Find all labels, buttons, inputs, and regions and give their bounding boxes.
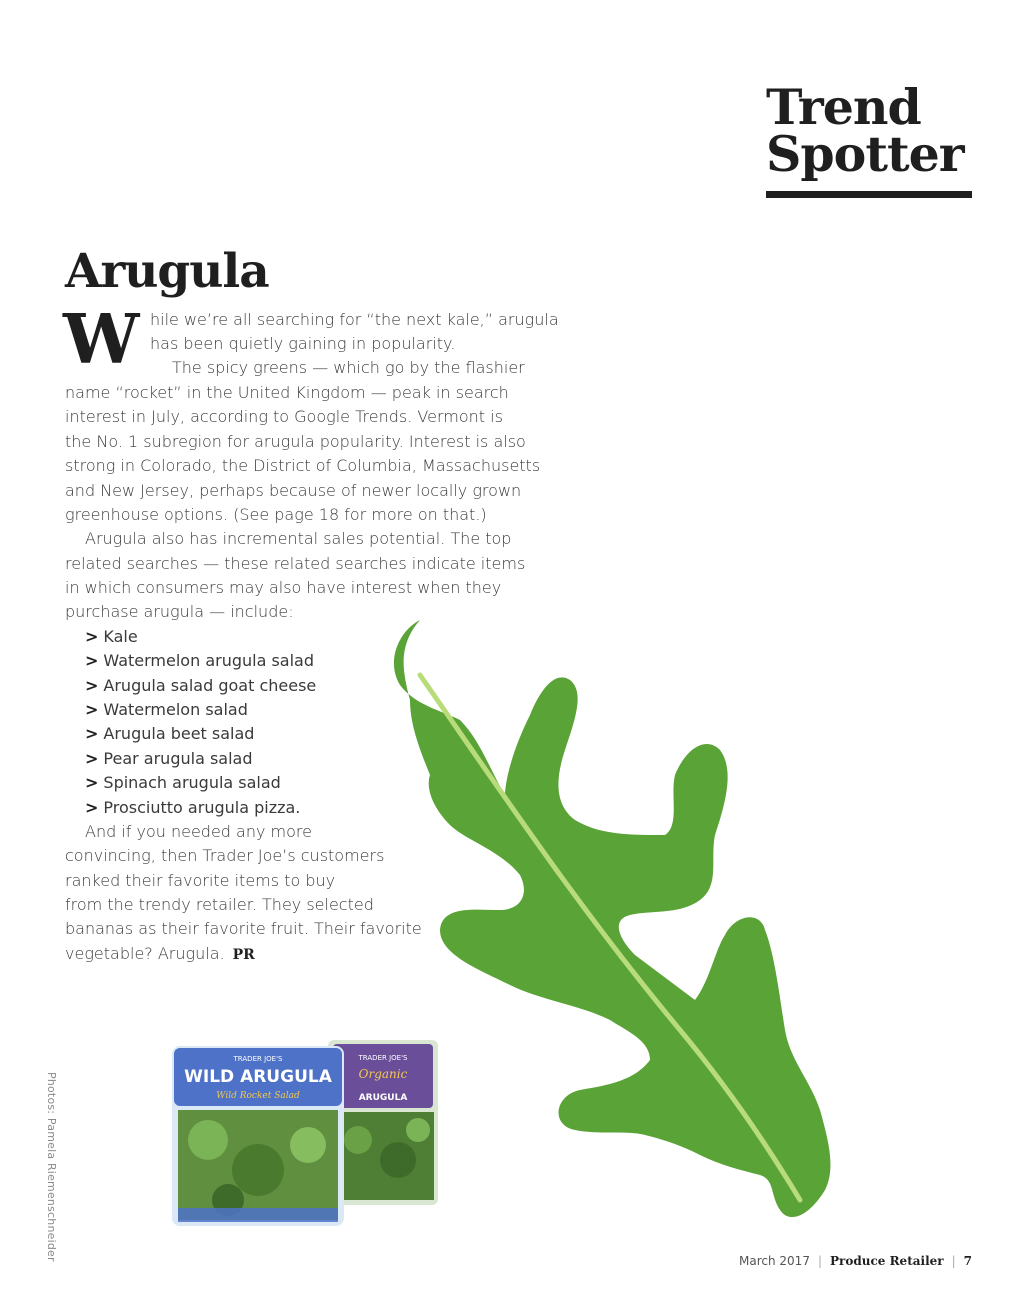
bullet-marker: > xyxy=(85,749,99,768)
greens-texture xyxy=(188,1120,228,1160)
photo-credit: Photos: Pamela Riemenschneider xyxy=(45,1072,58,1262)
list-item xyxy=(85,627,138,647)
section-title xyxy=(766,78,986,183)
final-sentence: vegetable? Arugula. xyxy=(65,944,225,963)
body-line: has been quietly gaining in popularity. xyxy=(150,334,456,353)
list-item-text: Watermelon arugula salad xyxy=(103,651,315,670)
wild-bag-bottom-band xyxy=(178,1208,338,1222)
bag2-name: ARUGULA xyxy=(358,1093,408,1103)
body-line: name “rocket” in the United Kingdom — peak in search xyxy=(65,383,509,402)
greens-texture xyxy=(406,1118,430,1142)
page-number: 7 xyxy=(963,1254,972,1268)
arugula-bags-photo xyxy=(168,1030,448,1230)
bag1-sub: Wild Rocket Salad xyxy=(216,1091,300,1101)
end-mark: PR xyxy=(232,947,255,963)
body-line-final xyxy=(65,944,255,965)
arugula-leaf-photo xyxy=(380,610,850,1250)
list-item-text: Spinach arugula salad xyxy=(103,773,281,792)
list-item-text: Arugula salad goat cheese xyxy=(103,676,317,695)
body-line: ranked their favorite items to buy xyxy=(65,871,336,890)
greens-texture xyxy=(232,1144,284,1196)
body-line: related searches — these related searches indicate items xyxy=(65,554,526,573)
list-item xyxy=(85,798,300,818)
page-footer xyxy=(739,1254,972,1268)
body-line: hile we’re all searching for “the next kale,” arugula xyxy=(150,310,559,329)
bullet-marker: > xyxy=(85,627,99,646)
bag2-sub: Organic xyxy=(358,1067,408,1081)
body-line: and New Jersey, perhaps because of newer locally grown xyxy=(65,481,522,500)
body-line: greenhouse options. (See page 18 for more on that.) xyxy=(65,505,487,524)
bag2-brand: TRADER JOE'S xyxy=(358,1054,408,1062)
footer-separator: | xyxy=(817,1254,822,1268)
section-title-line-2: Spotter xyxy=(766,125,964,183)
bullet-marker: > xyxy=(85,700,99,719)
footer-date: March 2017 xyxy=(739,1254,810,1268)
body-line: purchase arugula — include: xyxy=(65,602,294,621)
greens-texture xyxy=(290,1127,326,1163)
bullet-marker: > xyxy=(85,798,99,817)
section-title-line-1: Trend xyxy=(766,78,921,136)
body-line: And if you needed any more xyxy=(85,822,312,841)
drop-cap: W xyxy=(63,300,140,380)
body-line: The spicy greens — which go by the flashier xyxy=(172,358,525,377)
bullet-marker: > xyxy=(85,724,99,743)
bullet-marker: > xyxy=(85,651,99,670)
list-item xyxy=(85,724,254,744)
list-item-text: Pear arugula salad xyxy=(103,749,253,768)
list-item xyxy=(85,700,248,720)
bullet-marker: > xyxy=(85,773,99,792)
greens-texture xyxy=(344,1126,372,1154)
bag1-name: WILD ARUGULA xyxy=(184,1067,332,1087)
body-line: bananas as their favorite fruit. Their favorite xyxy=(65,919,422,938)
list-item-text: Watermelon salad xyxy=(103,700,248,719)
list-item-text: Kale xyxy=(103,627,138,646)
list-item-text: Prosciutto arugula pizza. xyxy=(103,798,301,817)
list-item xyxy=(85,749,253,769)
body-line: convincing, then Trader Joe’s customers xyxy=(65,846,385,865)
list-item xyxy=(85,651,314,671)
body-line: Arugula also has incremental sales potential. The top xyxy=(85,529,512,548)
greens-texture xyxy=(380,1142,416,1178)
list-item xyxy=(85,773,281,793)
body-line: interest in July, according to Google Trends. Vermont is xyxy=(65,407,503,426)
leaf-blade xyxy=(394,620,831,1217)
bullet-marker: > xyxy=(85,676,99,695)
body-line: in which consumers may also have interest when they xyxy=(65,578,502,597)
list-item xyxy=(85,676,316,696)
list-item-text: Arugula beet salad xyxy=(103,724,255,743)
article-headline: Arugula xyxy=(65,244,269,299)
bag1-brand: TRADER JOE'S xyxy=(233,1055,283,1063)
body-line: from the trendy retailer. They selected xyxy=(65,895,374,914)
section-title-rule xyxy=(766,191,972,198)
body-line: the No. 1 subregion for arugula popularity. Interest is also xyxy=(65,432,526,451)
body-line: strong in Colorado, the District of Columbia, Massachusetts xyxy=(65,456,541,475)
footer-publication: Produce Retailer xyxy=(830,1254,944,1268)
footer-separator: | xyxy=(951,1254,956,1268)
